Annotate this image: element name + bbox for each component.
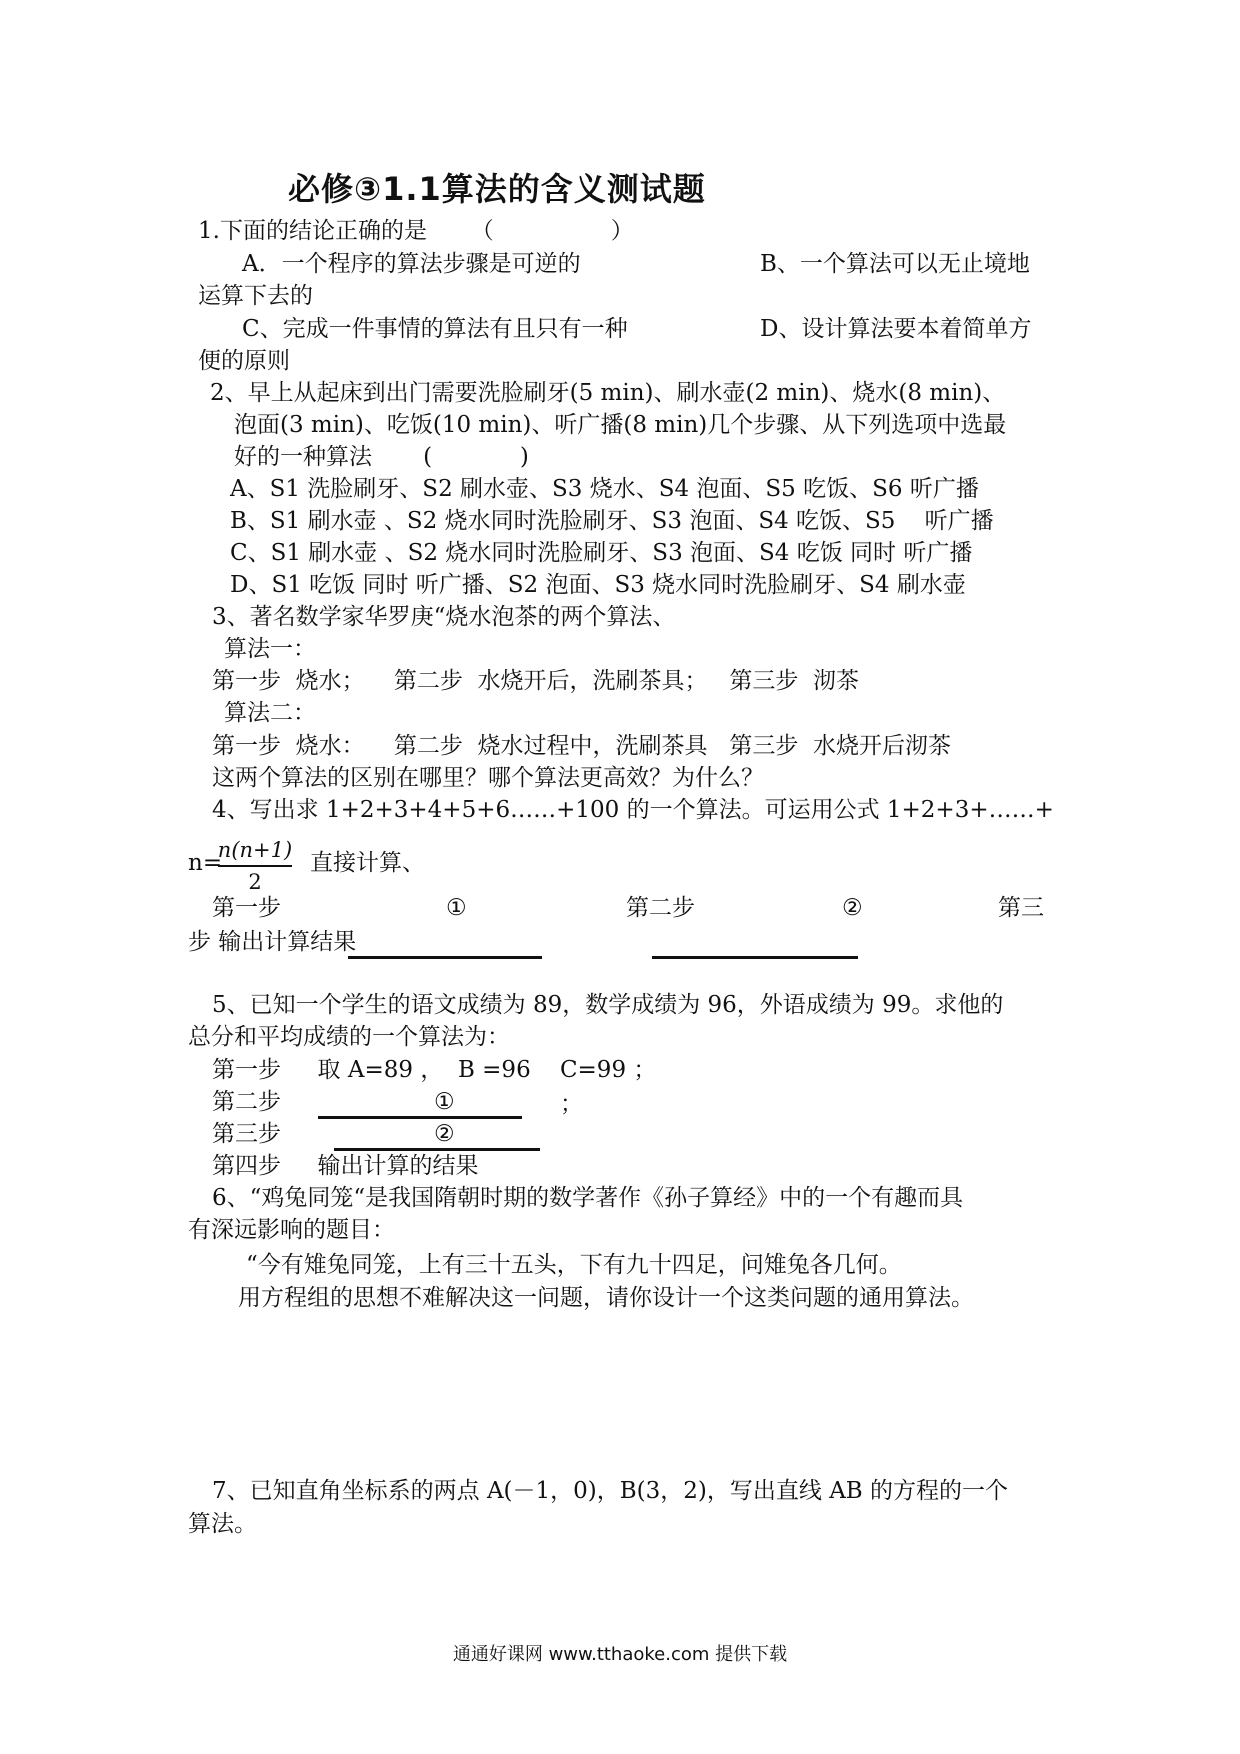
q1-option-a: A．一个程序的算法步骤是可逆的 — [242, 251, 581, 277]
q2-line-1: 2、早上从起床到出门需要洗脸刷牙(5 min)、刷水壶(2 min)、烧水(8 min)、 — [210, 380, 1006, 406]
q5-step-1: 第一步 取 A=89 ， B =96 C=99 ； — [212, 1057, 657, 1083]
q4-blank-1-marker: ① — [446, 895, 467, 921]
q6-line-3: “今有雉兔同笼，上有三十五头，下有九十四足，问雉兔各几何。 — [246, 1252, 902, 1278]
q4-blank-2-marker: ② — [842, 895, 863, 921]
q6-line-1: 6、“鸡兔同笼“是我国隋朝时期的数学著作《孙子算经》中的一个有趣而具 — [212, 1185, 964, 1211]
q2-option-a: A、S1 洗脸刷牙、S2 刷水壶、S3 烧水、S4 泡面、S5 吃饭、S6 听广播 — [230, 476, 979, 502]
q4-fraction-denominator: 2 — [248, 870, 262, 894]
q5-step-4: 第四步 输出计算的结果 — [212, 1153, 479, 1179]
q3-line-1: 3、著名数学家华罗庚“烧水泡茶的两个算法、 — [212, 604, 676, 630]
q5-blank-1-line[interactable] — [318, 1116, 522, 1119]
q7-line-2: 算法。 — [188, 1511, 257, 1537]
q5-step-2: 第二步 — [212, 1089, 281, 1115]
q1-option-b-cont: 运算下去的 — [198, 283, 313, 309]
q4-step-1: 第一步 — [212, 895, 281, 921]
q3-algorithm-1-label: 算法一： — [224, 636, 316, 662]
q2-option-d: D、S1 吃饭 同时 听广播、S2 泡面、S3 烧水同时洗脸刷牙、S4 刷水壶 — [230, 572, 966, 598]
q5-line-1: 5、已知一个学生的语文成绩为 89，数学成绩为 96，外语成绩为 99。求他的 — [212, 992, 1004, 1018]
q4-n-equals: n= — [188, 850, 223, 876]
q1-option-c: C、完成一件事情的算法有且只有一种 — [242, 316, 628, 342]
q6-line-4: 用方程组的思想不难解决这一问题，请你设计一个这类问题的通用算法。 — [238, 1285, 974, 1311]
q4-step-3-part-2: 步 输出计算结果 — [188, 929, 357, 955]
q3-algorithm-2-steps: 第一步 烧水： 第二步 烧水过程中，洗刷茶具 第三步 水烧开后沏茶 — [212, 733, 952, 759]
q5-blank-1-marker: ① — [434, 1089, 455, 1115]
q4-step-2: 第二步 — [626, 895, 695, 921]
q4-formula-fraction — [214, 836, 296, 896]
q2-line-2: 泡面(3 min)、吃饭(10 min)、听广播(8 min)几个步骤、从下列选项中选最 — [234, 412, 1007, 438]
q5-semicolon: ； — [560, 1091, 583, 1117]
q1-option-b: B、一个算法可以无止境地 — [760, 251, 1030, 277]
q6-line-2: 有深远影响的题目： — [188, 1217, 395, 1243]
q1-stem: 1.下面的结论正确的是 （ ） — [198, 218, 634, 244]
q5-step-3: 第三步 — [212, 1121, 281, 1147]
footer-source: 通通好课网 www.tthaoke.com 提供下载 — [452, 1644, 788, 1665]
q4-fraction-numerator: n(n+1) — [217, 838, 293, 862]
q1-option-d: D、设计算法要本着简单方 — [760, 316, 1032, 342]
q4-line-1: 4、写出求 1+2+3+4+5+6……+100 的一个算法。可运用公式 1+2+3+……+ — [212, 797, 1054, 823]
q2-option-b: B、S1 刷水壶 、S2 烧水同时洗脸刷牙、S3 泡面、S4 吃饭、S5 听广播 — [230, 508, 994, 534]
q5-line-2: 总分和平均成绩的一个算法为： — [188, 1024, 510, 1050]
q3-algorithm-2-label: 算法二： — [224, 700, 316, 726]
q3-algorithm-1-steps: 第一步 烧水； 第二步 水烧开后，洗刷茶具； 第三步 沏茶 — [212, 668, 860, 694]
q1-option-d-cont: 便的原则 — [198, 348, 290, 374]
page-title: 必修③1.1算法的含义测试题 — [288, 170, 706, 208]
q4-step-3-part-1: 第三 — [998, 895, 1044, 921]
q4-blank-2-line[interactable] — [652, 956, 858, 959]
q4-blank-1-line[interactable] — [348, 956, 542, 959]
q4-fraction-bar — [218, 865, 292, 867]
q3-question: 这两个算法的区别在哪里？哪个算法更高效？为什么？ — [212, 765, 764, 791]
q2-line-3: 好的一种算法 ( ) — [234, 444, 529, 470]
q4-direct-compute: 直接计算、 — [310, 850, 425, 876]
q7-line-1: 7、已知直角坐标系的两点 A(－1，0)，B(3，2)，写出直线 AB 的方程的一个 — [212, 1478, 1009, 1504]
q5-blank-2-marker: ② — [434, 1121, 455, 1147]
q2-option-c: C、S1 刷水壶 、S2 烧水同时洗脸刷牙、S3 泡面、S4 吃饭 同时 听广播 — [230, 540, 973, 566]
